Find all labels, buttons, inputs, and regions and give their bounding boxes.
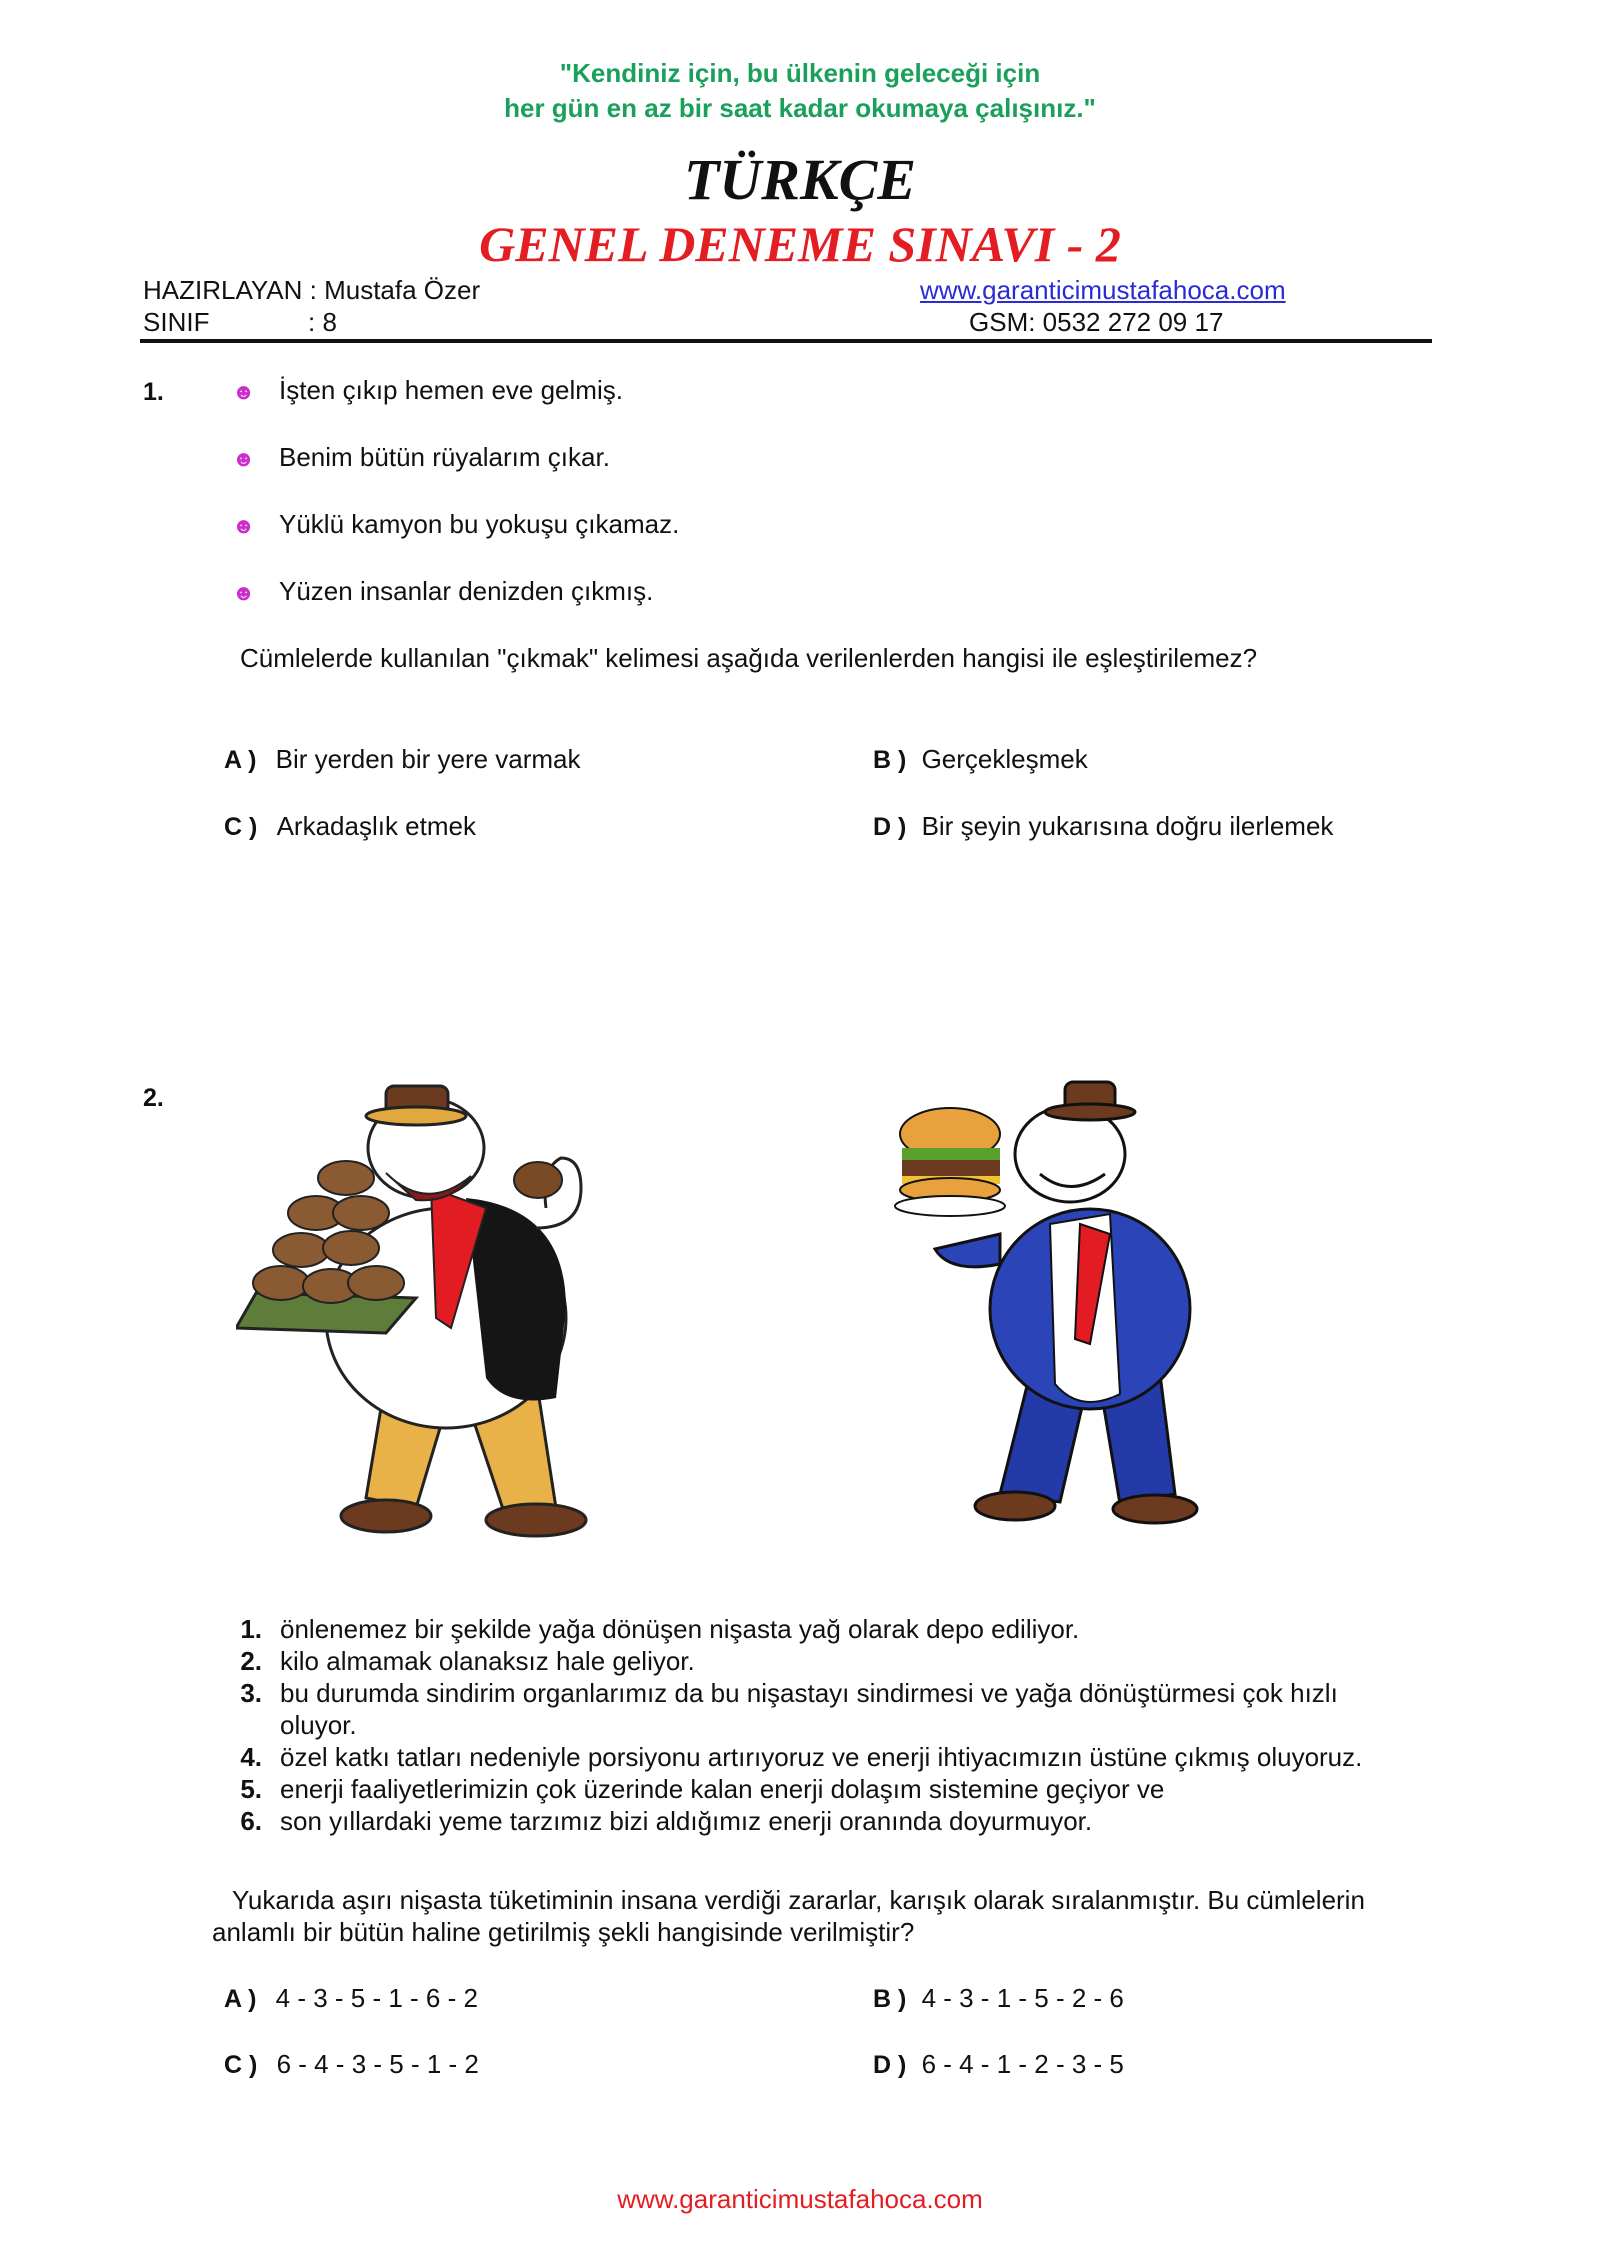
smiley-bullet-icon: ☻ <box>232 379 256 404</box>
option-text: 4 - 3 - 5 - 1 - 6 - 2 <box>275 1983 478 2013</box>
list-item: 3. bu durumda sindirim organlarımız da bu nişastayı sindirmesi ve yağa dönüştürmesi çok hızlı oluyor. <box>240 1678 1338 1740</box>
list-item: 5. enerji faaliyetlerimizin çok üzerinde kalan enerji dolaşım sistemine geçiyor ve <box>240 1774 1165 1804</box>
q2-statement-list <box>232 1613 1412 1837</box>
gsm-number: GSM: 0532 272 09 17 <box>969 307 1224 337</box>
smiley-bullet-icon: ☻ <box>232 446 256 471</box>
website-link[interactable]: www.garanticimustafahoca.com <box>920 275 1286 305</box>
footer-website[interactable]: www.garanticimustafahoca.com <box>617 2184 983 2214</box>
list-item <box>232 575 1332 642</box>
question-1-stem: Cümlelerde kullanılan "çıkmak" kelimesi aşağıda verilenlerden hangisi ile eşleştirilemez? <box>240 643 1258 673</box>
q1-sentence: Benim bütün rüyalarım çıkar. <box>279 442 610 472</box>
q2-statement: son yıllardaki yeme tarzımız bizi aldığımız enerji oranında doyurmuyor. <box>280 1806 1093 1836</box>
option-text: 4 - 3 - 1 - 5 - 2 - 6 <box>921 1983 1124 2013</box>
motto-line-1: "Kendiniz için, bu ülkenin geleceği için <box>559 58 1041 88</box>
class-label: SINIF <box>143 307 210 337</box>
cartoon-man-with-hamburger <box>890 1074 1230 1534</box>
option-letter: D ) <box>873 813 907 841</box>
q2-statement: bu durumda sindirim organlarımız da bu nişastayı sindirmesi ve yağa dönüştürmesi çok hızlı oluyor. <box>280 1678 1338 1740</box>
motto-line-2: her gün en az bir saat kadar okumaya çalışınız." <box>504 93 1096 123</box>
q1-sentence-list <box>232 374 1332 642</box>
question-1-number: 1. <box>143 378 164 406</box>
q1-option-a[interactable] <box>224 743 581 776</box>
question-2-stem: Yukarıda aşırı nişasta tüketiminin insana verdiği zararlar, karışık olarak sıralanmıştır. Bu cümlelerin anlamlı bir bütün haline getirilmiş şekli hangisinde verilmiştir? <box>212 1885 1365 1947</box>
exam-subtitle: GENEL DENEME SINAVI - 2 <box>479 216 1121 272</box>
option-letter: C ) <box>224 813 258 841</box>
option-letter: C ) <box>224 2051 258 2079</box>
q1-sentence: Yüklü kamyon bu yokuşu çıkamaz. <box>279 509 680 539</box>
q2-option-b[interactable] <box>873 1982 1124 2015</box>
q2-statement: özel katkı tatları nedeniyle porsiyonu artırıyoruz ve enerji ihtiyacımızın üstüne çıkmış oluyoruz. <box>280 1742 1363 1772</box>
page-title: TÜRKÇE <box>683 147 917 212</box>
list-item: 1. önlenemez bir şekilde yağa dönüşen nişasta yağ olarak depo ediliyor. <box>240 1614 1080 1644</box>
list-item: 6. son yıllardaki yeme tarzımız bizi aldığımız enerji oranında doyurmuyor. <box>240 1806 1093 1836</box>
smiley-bullet-icon: ☻ <box>232 580 256 605</box>
option-letter: A ) <box>224 1985 257 2013</box>
q2-statement: enerji faaliyetlerimizin çok üzerinde kalan enerji dolaşım sistemine geçiyor ve <box>280 1774 1165 1804</box>
option-text: Bir yerden bir yere varmak <box>275 744 581 774</box>
question-2-number: 2. <box>143 1084 164 1112</box>
header-divider <box>140 339 1432 343</box>
class-value: : 8 <box>308 307 337 337</box>
list-item <box>232 441 1332 508</box>
list-item <box>232 508 1332 575</box>
q2-statement: kilo almamak olanaksız hale geliyor. <box>280 1646 695 1676</box>
option-letter: D ) <box>873 2051 907 2079</box>
q1-sentence: İşten çıkıp hemen eve gelmiş. <box>279 375 623 405</box>
option-letter: B ) <box>873 746 907 774</box>
q1-option-c[interactable] <box>224 810 476 843</box>
option-text: Gerçekleşmek <box>921 744 1088 774</box>
list-item: 4. özel katkı tatları nedeniyle porsiyonu artırıyoruz ve enerji ihtiyacımızın üstüne çıkmış oluyoruz. <box>240 1742 1363 1772</box>
smiley-bullet-icon: ☻ <box>232 513 256 538</box>
q1-option-d[interactable] <box>873 810 1333 843</box>
q2-option-d[interactable] <box>873 2048 1124 2081</box>
q2-statement: önlenemez bir şekilde yağa dönüşen nişasta yağ olarak depo ediliyor. <box>280 1614 1080 1644</box>
option-text: 6 - 4 - 1 - 2 - 3 - 5 <box>921 2049 1124 2079</box>
list-item <box>232 374 1332 441</box>
option-letter: B ) <box>873 1985 907 2013</box>
q1-sentence: Yüzen insanlar denizden çıkmış. <box>279 576 654 606</box>
q1-option-b[interactable] <box>873 743 1088 776</box>
q2-option-a[interactable] <box>224 1982 478 2015</box>
option-letter: A ) <box>224 746 257 774</box>
option-text: Arkadaşlık etmek <box>276 811 476 841</box>
option-text: Bir şeyin yukarısına doğru ilerlemek <box>921 811 1334 841</box>
cartoon-man-with-burger-tray <box>236 1078 692 1538</box>
prepared-by: HAZIRLAYAN : Mustafa Özer <box>143 275 481 305</box>
list-item: 2. kilo almamak olanaksız hale geliyor. <box>240 1646 695 1676</box>
option-text: 6 - 4 - 3 - 5 - 1 - 2 <box>276 2049 479 2079</box>
q2-option-c[interactable] <box>224 2048 479 2081</box>
